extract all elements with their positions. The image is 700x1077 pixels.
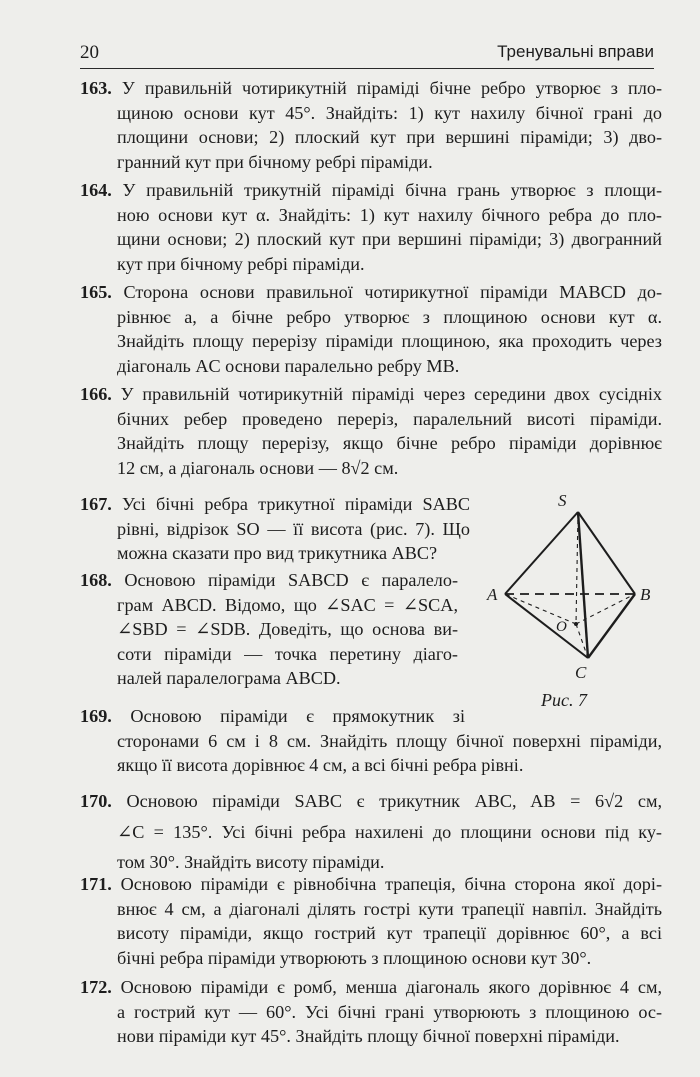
- problem-line: 165. Сторона основи правильної чотирикутної піраміди MABCD до-: [80, 282, 663, 302]
- problem-line: 172. Основою піраміди є ромб, менша діагональ якого дорівнює 4 см,: [80, 977, 662, 997]
- page-number: 20: [80, 42, 99, 63]
- height-SO-hidden: [576, 512, 578, 624]
- edge-SA: [505, 512, 578, 594]
- problem-line: 167. Усі бічні ребра трикутної піраміди SABC: [80, 494, 470, 514]
- problem-line: висоту піраміди, якщо гострий кут трапеції дорівнює 60°, а всі: [117, 923, 662, 943]
- problem-number: 169.: [80, 706, 112, 726]
- problem-165: [80, 280, 662, 378]
- problem-line: 164. У правильній трикутній піраміді бічна грань утворює з площи-: [80, 180, 663, 200]
- problem-line: 12 см, а діагональ основи — 8√2 см.: [117, 457, 399, 478]
- problem-line: рівнює a, а бічне ребро утворює з площиною основи кут α.: [117, 306, 662, 327]
- problem-line: налей паралелограма ABCD.: [117, 668, 341, 688]
- edge-BC: [588, 594, 635, 658]
- problem-line: 168. Основою піраміди SABCD є паралело-: [80, 570, 459, 590]
- problem-line: 163. У правильній чотирикутній піраміді бічне ребро утворює з пло-: [80, 78, 663, 98]
- problem-line: діагональ AC основи паралельно ребру MB.: [117, 355, 460, 376]
- problem-line: гранний кут при бічному ребрі піраміди.: [117, 151, 433, 172]
- problem-number: 168.: [80, 570, 112, 590]
- edge-AC: [505, 594, 588, 658]
- problem-164: [80, 178, 662, 276]
- problem-167: [80, 492, 470, 566]
- edge-SB: [578, 512, 635, 594]
- problem-line: ∠SBD = ∠SDB. Доведіть, що основа ви-: [117, 619, 458, 639]
- problem-line: площини основи; 2) плоский кут при вершині піраміди; 3) дво-: [117, 127, 662, 147]
- problem-number: 171.: [80, 874, 112, 894]
- problem-168: [80, 568, 458, 691]
- problem-172: [80, 975, 662, 1049]
- problem-number: 165.: [80, 282, 112, 302]
- figure-caption: Рис. 7: [541, 690, 587, 710]
- problem-line: ною основи кут α. Знайдіть: 1) кут нахилу бічного ребра до пло-: [117, 204, 662, 225]
- problem-line: 166. У правильній чотирикутній піраміді через середини двох сусідніх: [80, 384, 663, 404]
- problem-166: [80, 382, 662, 480]
- pyramid-figure: [485, 490, 660, 720]
- label-B: B: [640, 585, 651, 604]
- problem-163: [80, 76, 662, 174]
- point-O: [574, 622, 578, 626]
- label-C: C: [575, 663, 587, 682]
- label-A: A: [487, 585, 498, 604]
- problem-number: 164.: [80, 180, 112, 200]
- problem-number: 166.: [80, 384, 112, 404]
- problem-line: том 30°. Знайдіть висоту піраміди.: [117, 852, 385, 872]
- page-header: [80, 40, 654, 69]
- problem-number: 170.: [80, 791, 112, 811]
- pyramid-diagram: [485, 490, 660, 720]
- problem-line: а гострий кут — 60°. Усі бічні грані утворюють з площиною ос-: [117, 1001, 662, 1022]
- edge-SC: [578, 512, 588, 658]
- problem-line: щиною основи кут 45°. Знайдіть: 1) кут нахилу бічної грані до: [117, 102, 662, 123]
- problem-line: Знайдіть площу перерізу піраміди площиною, яка проходить через: [117, 331, 662, 351]
- problem-line: 171. Основою піраміди є рівнобічна трапеція, бічна сторона якої дорі-: [80, 874, 662, 894]
- problem-line: соти піраміди — точка перетину діаго-: [117, 643, 458, 664]
- problem-number: 163.: [80, 78, 112, 98]
- problem-line: 169. Основою піраміди є прямокутник зі: [80, 706, 465, 726]
- problem-line: бічних ребер проведено переріз, паралельний висоті піраміди.: [117, 408, 662, 429]
- problem-line: кут при бічному ребрі піраміди.: [117, 253, 365, 274]
- problem-line: 170. Основою піраміди SABC є трикутник ABC, AB = 6√2 см,: [80, 791, 662, 811]
- problem-line: нови піраміди кут 45°. Знайдіть площу бічної поверхні піраміди.: [117, 1026, 620, 1046]
- running-title: Тренувальні вправи: [497, 42, 654, 61]
- problem-line: ∠C = 135°. Усі бічні ребра нахилені до площини основи під ку-: [117, 821, 662, 842]
- problem-line: грам ABCD. Відомо, що ∠SAC = ∠SCA,: [117, 594, 458, 615]
- problem-171: [80, 872, 662, 970]
- problem-line: щини основи; 2) плоский кут при вершині піраміди; 3) двогранний: [117, 229, 662, 249]
- problem-line: бічні ребра піраміди утворюють з площиною основи кут 30°.: [117, 947, 592, 968]
- label-O: O: [556, 619, 567, 635]
- problem-line: можна сказати про вид трикутника ABC?: [117, 543, 438, 563]
- problem-line: Знайдіть площу перерізу, якщо бічне ребро піраміди дорівнює: [117, 433, 662, 453]
- problem-170: [80, 789, 662, 875]
- problem-line: якщо її висота дорівнює 4 см, а всі бічні ребра рівні.: [117, 755, 524, 775]
- problem-line: сторонами 6 см і 8 см. Знайдіть площу бічної поверхні піраміди,: [117, 730, 662, 751]
- problem-line: внює 4 см, а діагоналі ділять гострі кути трапеції навпіл. Знайдіть: [117, 898, 662, 919]
- problem-number: 167.: [80, 494, 112, 514]
- problem-number: 172.: [80, 977, 112, 997]
- problem-line: рівні, відрізок SO — її висота (рис. 7). Що: [117, 518, 470, 539]
- label-S: S: [558, 491, 567, 510]
